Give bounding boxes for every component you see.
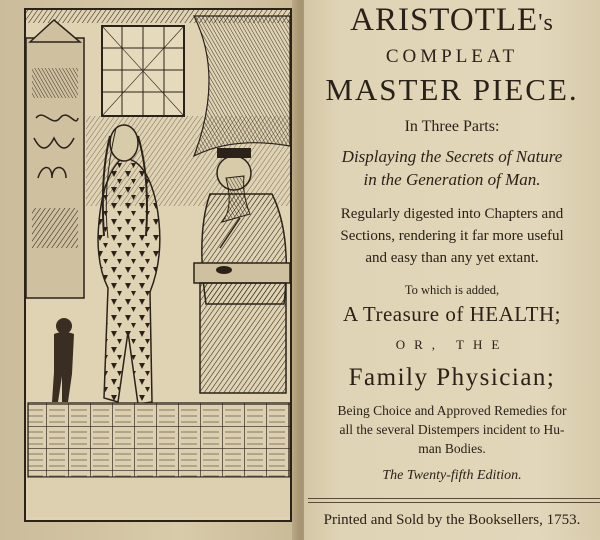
parts-line: In Three Parts: — [404, 118, 500, 135]
title-line-3: MASTER PIECE. — [325, 72, 579, 107]
added-line: To which is added, — [404, 283, 500, 297]
description-line: and easy than any yet extant. — [365, 250, 539, 266]
frontispiece-woodcut — [24, 8, 294, 524]
family-physician-line: Family Physician; — [348, 364, 556, 391]
edition-line: The Twenty-fifth Edition. — [382, 468, 522, 483]
or-line: OR, THE — [395, 337, 509, 352]
remedies-line: man Bodies. — [418, 441, 486, 456]
remedies-line: all the several Distempers incident to Hu- — [339, 422, 565, 437]
remedies-line: Being Choice and Approved Remedies for — [337, 403, 567, 418]
treasure-line: A Treasure of HEALTH; — [343, 302, 561, 326]
imprint-line: Printed and Sold by the Booksellers, 1753. — [323, 512, 581, 528]
title-page — [304, 0, 600, 540]
title-line-2: COMPLEAT — [385, 46, 519, 67]
title-line-1: ARISTOTLE's — [350, 2, 554, 38]
subtitle-line-2: in the Generation of Man. — [363, 170, 541, 189]
description-line: Regularly digested into Chapters and — [340, 206, 564, 222]
subtitle-line-1: Displaying the Secrets of Nature — [341, 147, 563, 166]
double-rule-divider — [308, 498, 600, 503]
description-line: Sections, rendering it far more useful — [340, 228, 564, 244]
